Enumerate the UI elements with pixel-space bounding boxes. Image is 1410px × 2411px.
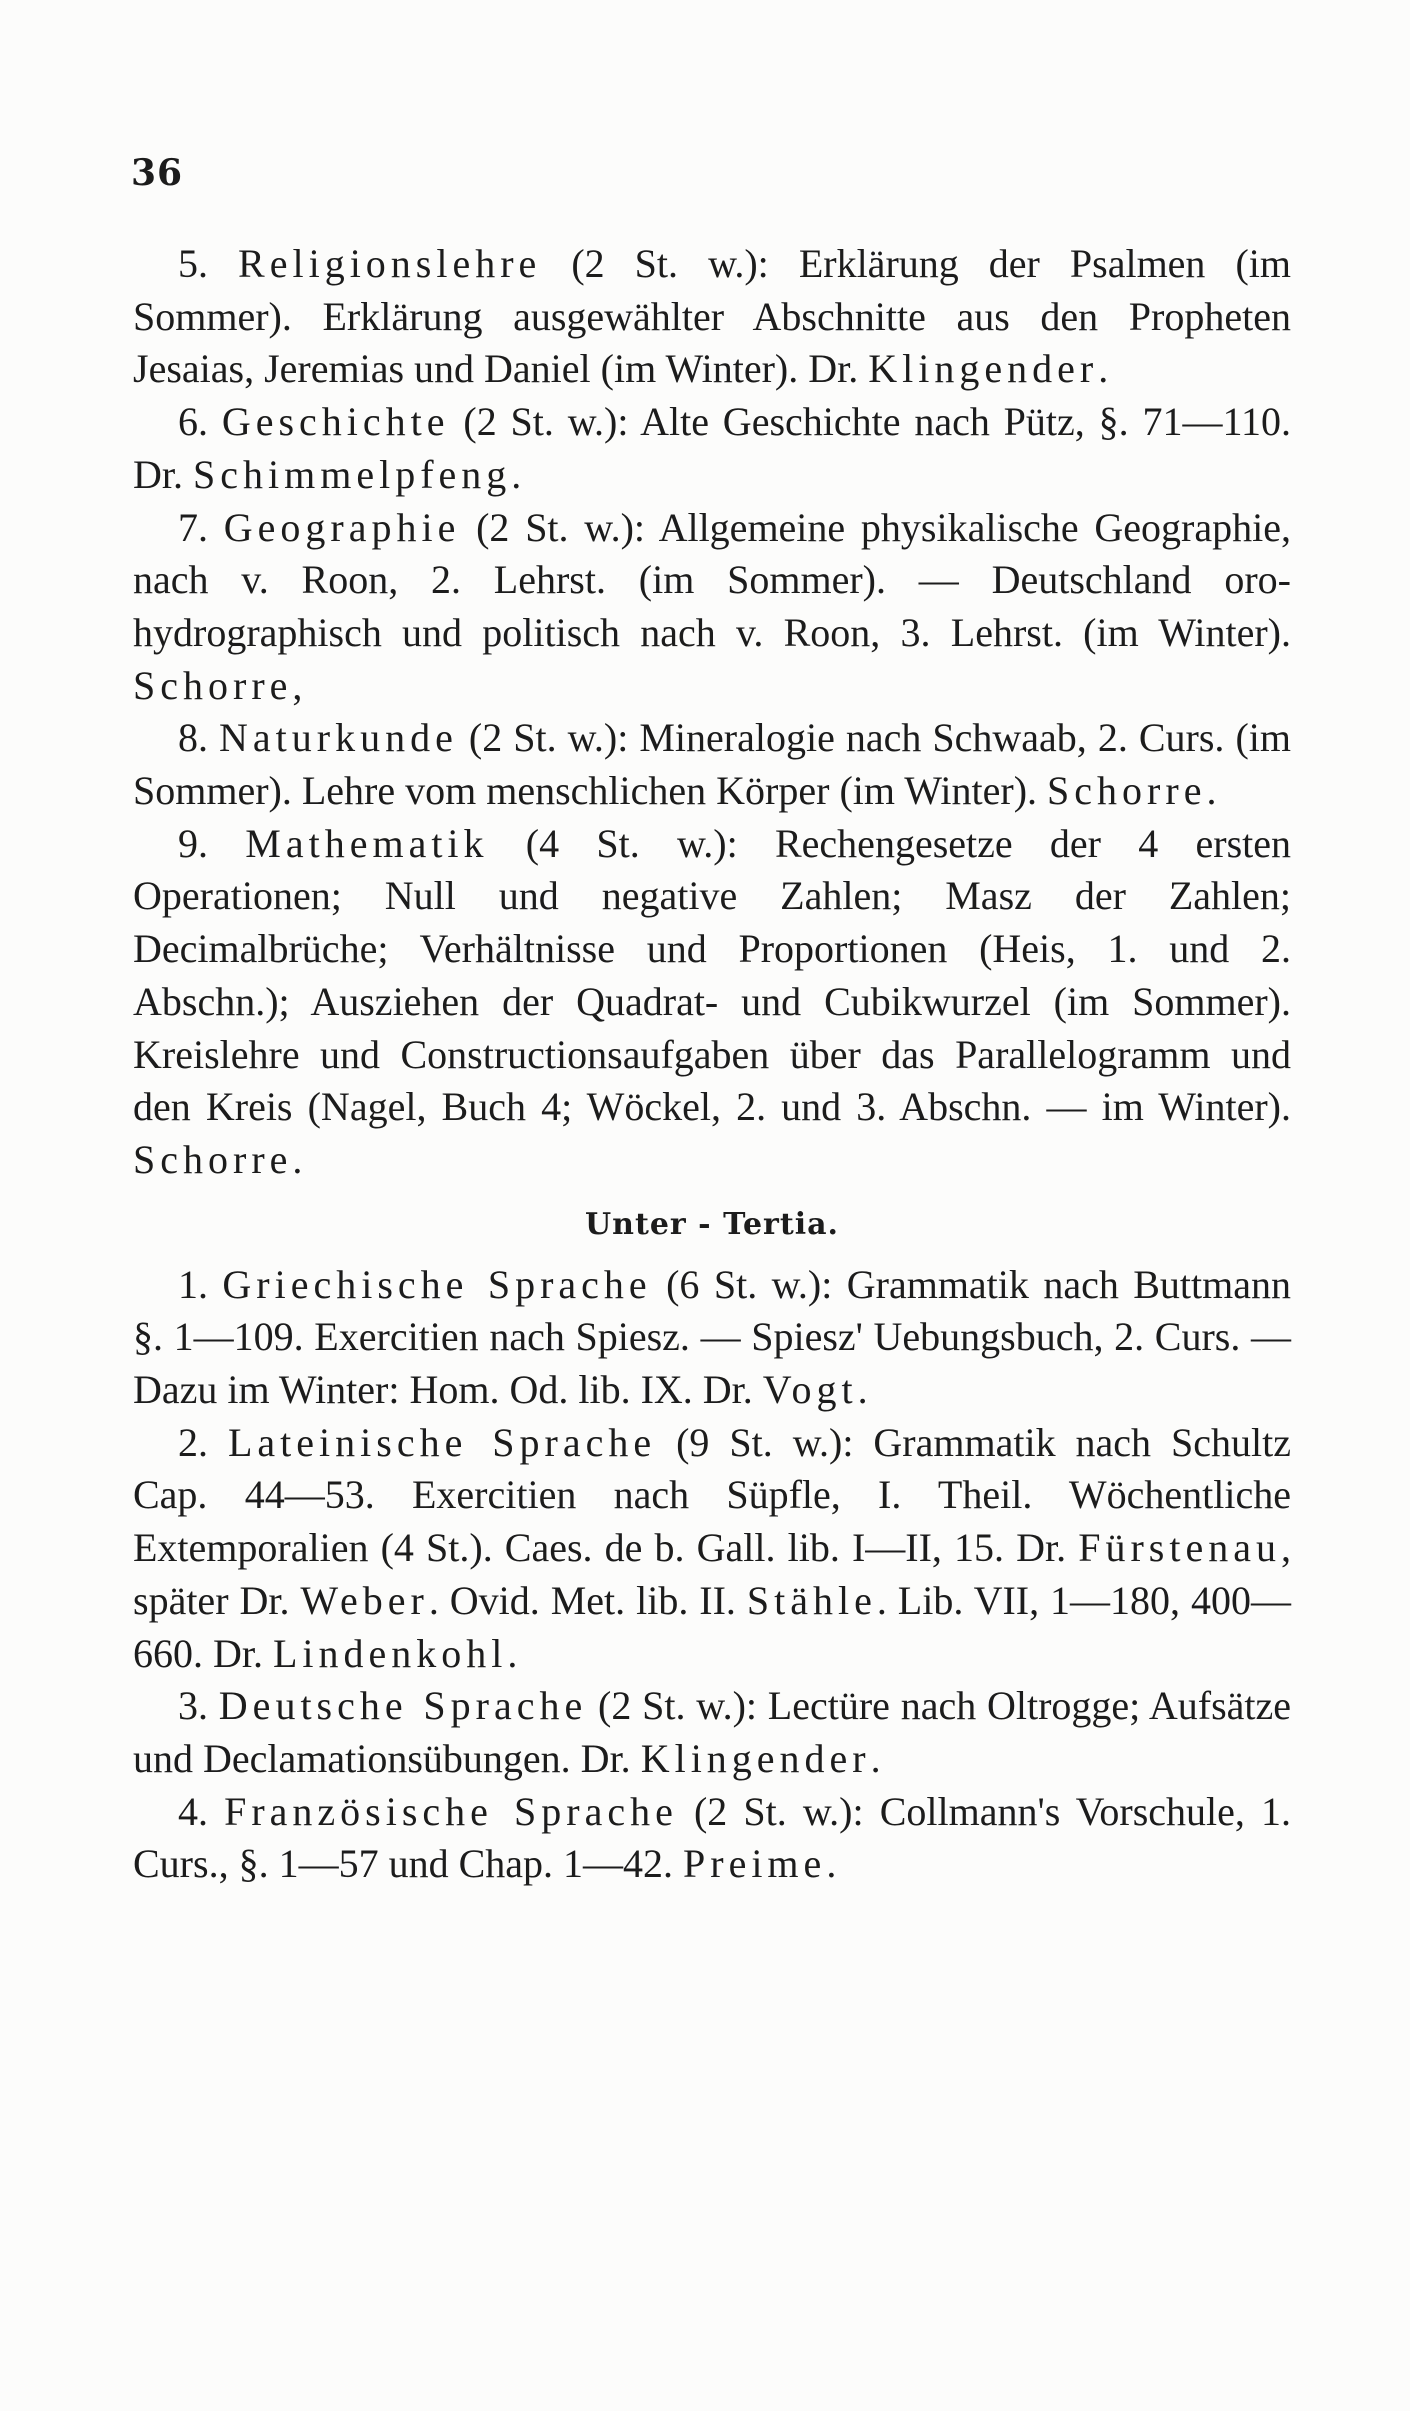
teacher-name: Stähle	[746, 1577, 877, 1623]
subject-name: Religionslehre	[238, 241, 542, 286]
subject-name: Geographie	[223, 504, 461, 550]
paragraph-mathematik: 9. Mathematik (4 St. w.): Rechengesetze der 4 ersten Operationen; Null und negative Zahlen; Masz der Zahlen; Decimalbrüche; Verhältnisse und Proportionen (Heis, 1. und 2. Abschn.); Ausziehen der Quadrat- und Cubikwurzel (im Sommer). Kreislehre und Constructionsaufgaben über das Parallelogramm und den Kreis (Nagel, Buch 4; Wöckel, 2. und 3. Abschn. — im Winter). Schorre.	[133, 820, 1291, 1182]
paragraph-griechische-sprache: 1. Griechische Sprache (6 St. w.): Grammatik nach Buttmann §. 1—109. Exercitien nach Spiesz. — Spiesz' Uebungsbuch, 2. Curs. — Dazu im Winter: Hom. Od. lib. IX. Dr. Vogt.	[133, 1261, 1292, 1413]
paragraph-geographie: 7. Geographie (2 St. w.): Allgemeine physikalische Geographie, nach v. Roon, 2. Lehrst. (im Sommer). — Deutschland oro-hydrographisch und politisch nach v. Roon, 3. Lehrst. (im Winter). Schorre,	[133, 504, 1291, 708]
teacher-name: Schorre	[133, 1136, 293, 1182]
teacher-name: Fürstenau	[1078, 1525, 1281, 1571]
teacher-name: Schimmelpfeng	[193, 451, 512, 497]
page-text	[133, 238, 1291, 1891]
teacher-name: Schorre	[133, 662, 293, 708]
paragraph-geschichte: 6. Geschichte (2 St. w.): Alte Geschichte nach Pütz, §. 71—110. Dr. Schimmelpfeng.	[133, 399, 1291, 497]
teacher-name: Vogt	[762, 1367, 858, 1413]
subject-name: Lateinische Sprache	[227, 1419, 657, 1465]
teacher-name: Lindenkohl	[273, 1630, 508, 1676]
teacher-name: Weber	[300, 1577, 429, 1623]
teacher-name: Schorre	[1047, 768, 1207, 814]
subject-name: Griechische Sprache	[222, 1261, 652, 1307]
section-heading-unter-tertia: Unter - Tertia.	[585, 1206, 839, 1242]
teacher-name: Preime	[683, 1841, 827, 1887]
paragraph-deutsche-sprache: 3. Deutsche Sprache (2 St. w.): Lectüre nach Oltrogge; Aufsätze und Declamationsübungen. Dr. Klingender.	[133, 1683, 1292, 1781]
subject-name: Französische Sprache	[224, 1788, 678, 1834]
subject-name: Mathematik	[245, 820, 489, 866]
paragraph-religionslehre: 5. Religionslehre (2 St. w.): Erklärung der Psalmen (im Sommer). Erklärung ausgewählter Abschnitte aus den Propheten Jesaias, Jeremias und Daniel (im Winter). Dr. Klingender.	[133, 241, 1292, 392]
paragraph-naturkunde: 8. Naturkunde (2 St. w.): Mineralogie nach Schwaab, 2. Curs. (im Sommer). Lehre vom menschlichen Körper (im Winter). Schorre.	[133, 715, 1292, 814]
teacher-name: Klingender	[868, 346, 1099, 392]
page-number: 36	[131, 152, 184, 194]
teacher-name: Klingender	[640, 1735, 871, 1781]
subject-name: Geschichte	[221, 399, 450, 445]
paragraph-lateinische-sprache: 2. Lateinische Sprache (9 St. w.): Grammatik nach Schultz Cap. 44—53. Exercitien nach Süpfle, I. Theil. Wöchentliche Extemporalien (4 St.). Caes. de b. Gall. lib. I—II, 15. Dr. Fürstenau, später Dr. Weber. Ovid. Met. lib. II. Stähle. Lib. VII, 1—180, 400—660. Dr. Lindenkohl.	[133, 1419, 1292, 1676]
subject-name: Naturkunde	[219, 715, 458, 761]
subject-name: Deutsche Sprache	[218, 1683, 588, 1729]
paragraph-franzoesische-sprache: 4. Französische Sprache (2 St. w.): Collmann's Vorschule, 1. Curs., §. 1—57 und Chap. 1—42. Preime.	[133, 1788, 1291, 1887]
